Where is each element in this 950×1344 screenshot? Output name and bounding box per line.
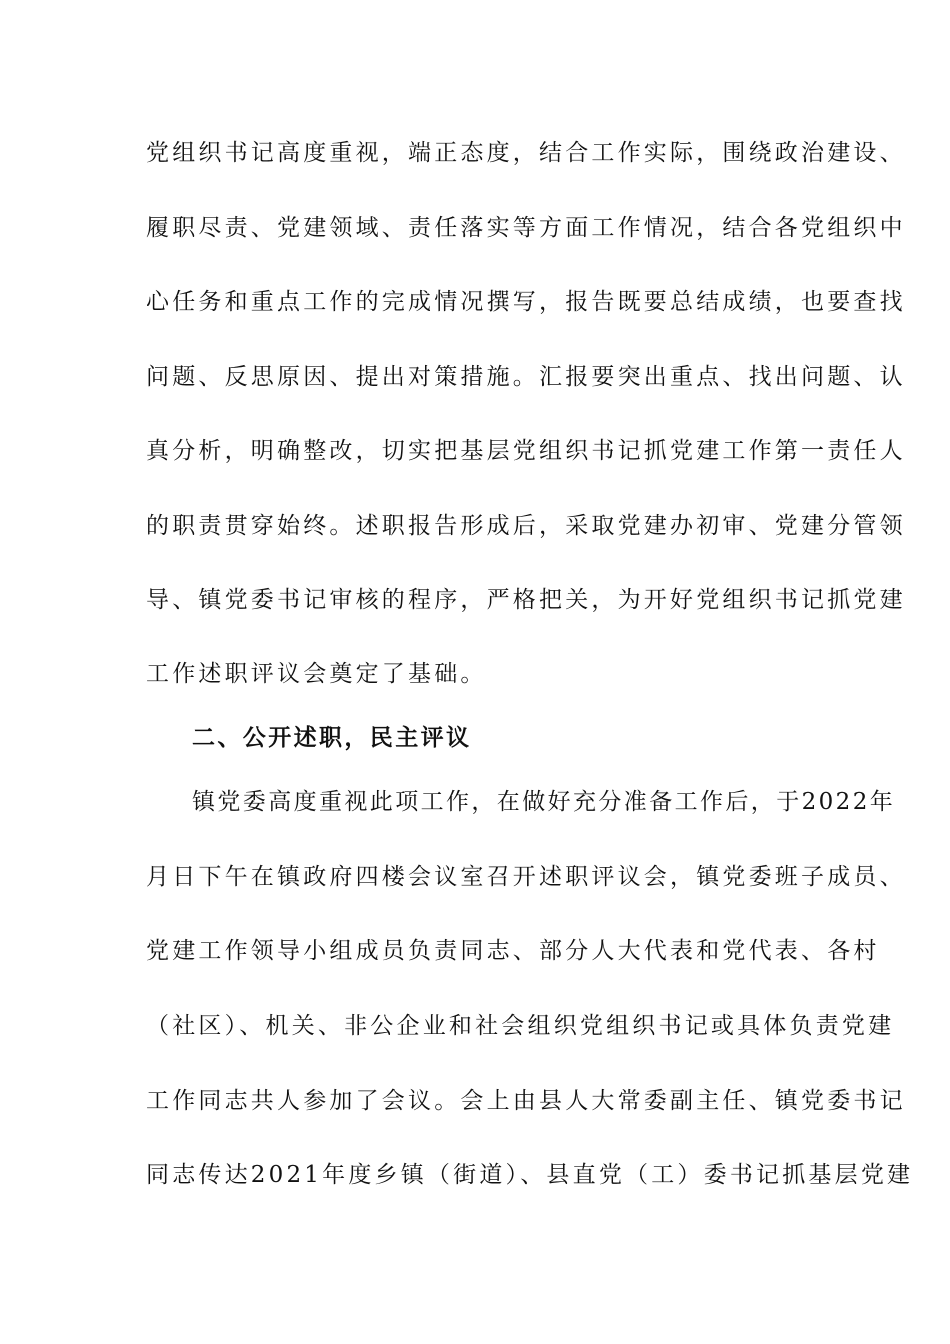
paragraph-line: 真分析，明确整改，切实把基层党组织书记抓党建工作第一责任人 (146, 438, 906, 464)
paragraph-line: （社区）、机关、非公企业和社会组织党组织书记或具体负责党建 (146, 1013, 895, 1039)
paragraph-line: 同志传达2021年度乡镇（街道）、县直党（工）委书记抓基层党建 (146, 1162, 914, 1188)
paragraph-line: 月日下午在镇政府四楼会议室召开述职评议会，镇党委班子成员、 (146, 864, 906, 890)
paragraph-line: 工作述职评议会奠定了基础。 (146, 661, 487, 687)
paragraph-line: 党建工作领导小组成员负责同志、部分人大代表和党代表、各村 (146, 938, 880, 964)
paragraph-line: 问题、反思原因、提出对策措施。汇报要突出重点、找出问题、认 (146, 364, 906, 390)
paragraph-line: 工作同志共人参加了会议。会上由县人大常委副主任、镇党委书记 (146, 1088, 906, 1114)
paragraph-line: 心任务和重点工作的完成情况撰写，报告既要总结成绩，也要查找 (146, 289, 906, 315)
paragraph-line: 党组织书记高度重视，端正态度，结合工作实际，围绕政治建设、 (146, 140, 906, 166)
paragraph-line: 的职责贯穿始终。述职报告形成后，采取党建办初审、党建分管领 (146, 513, 906, 539)
paragraph-line: 履职尽责、党建领域、责任落实等方面工作情况，结合各党组织中 (146, 215, 906, 241)
paragraph-line: 镇党委高度重视此项工作，在做好充分准备工作后，于2022年 (192, 789, 896, 815)
paragraph-line: 导、镇党委书记审核的程序，严格把关，为开好党组织书记抓党建 (146, 587, 906, 613)
section-heading: 二、公开述职，民主评议 (192, 724, 472, 751)
